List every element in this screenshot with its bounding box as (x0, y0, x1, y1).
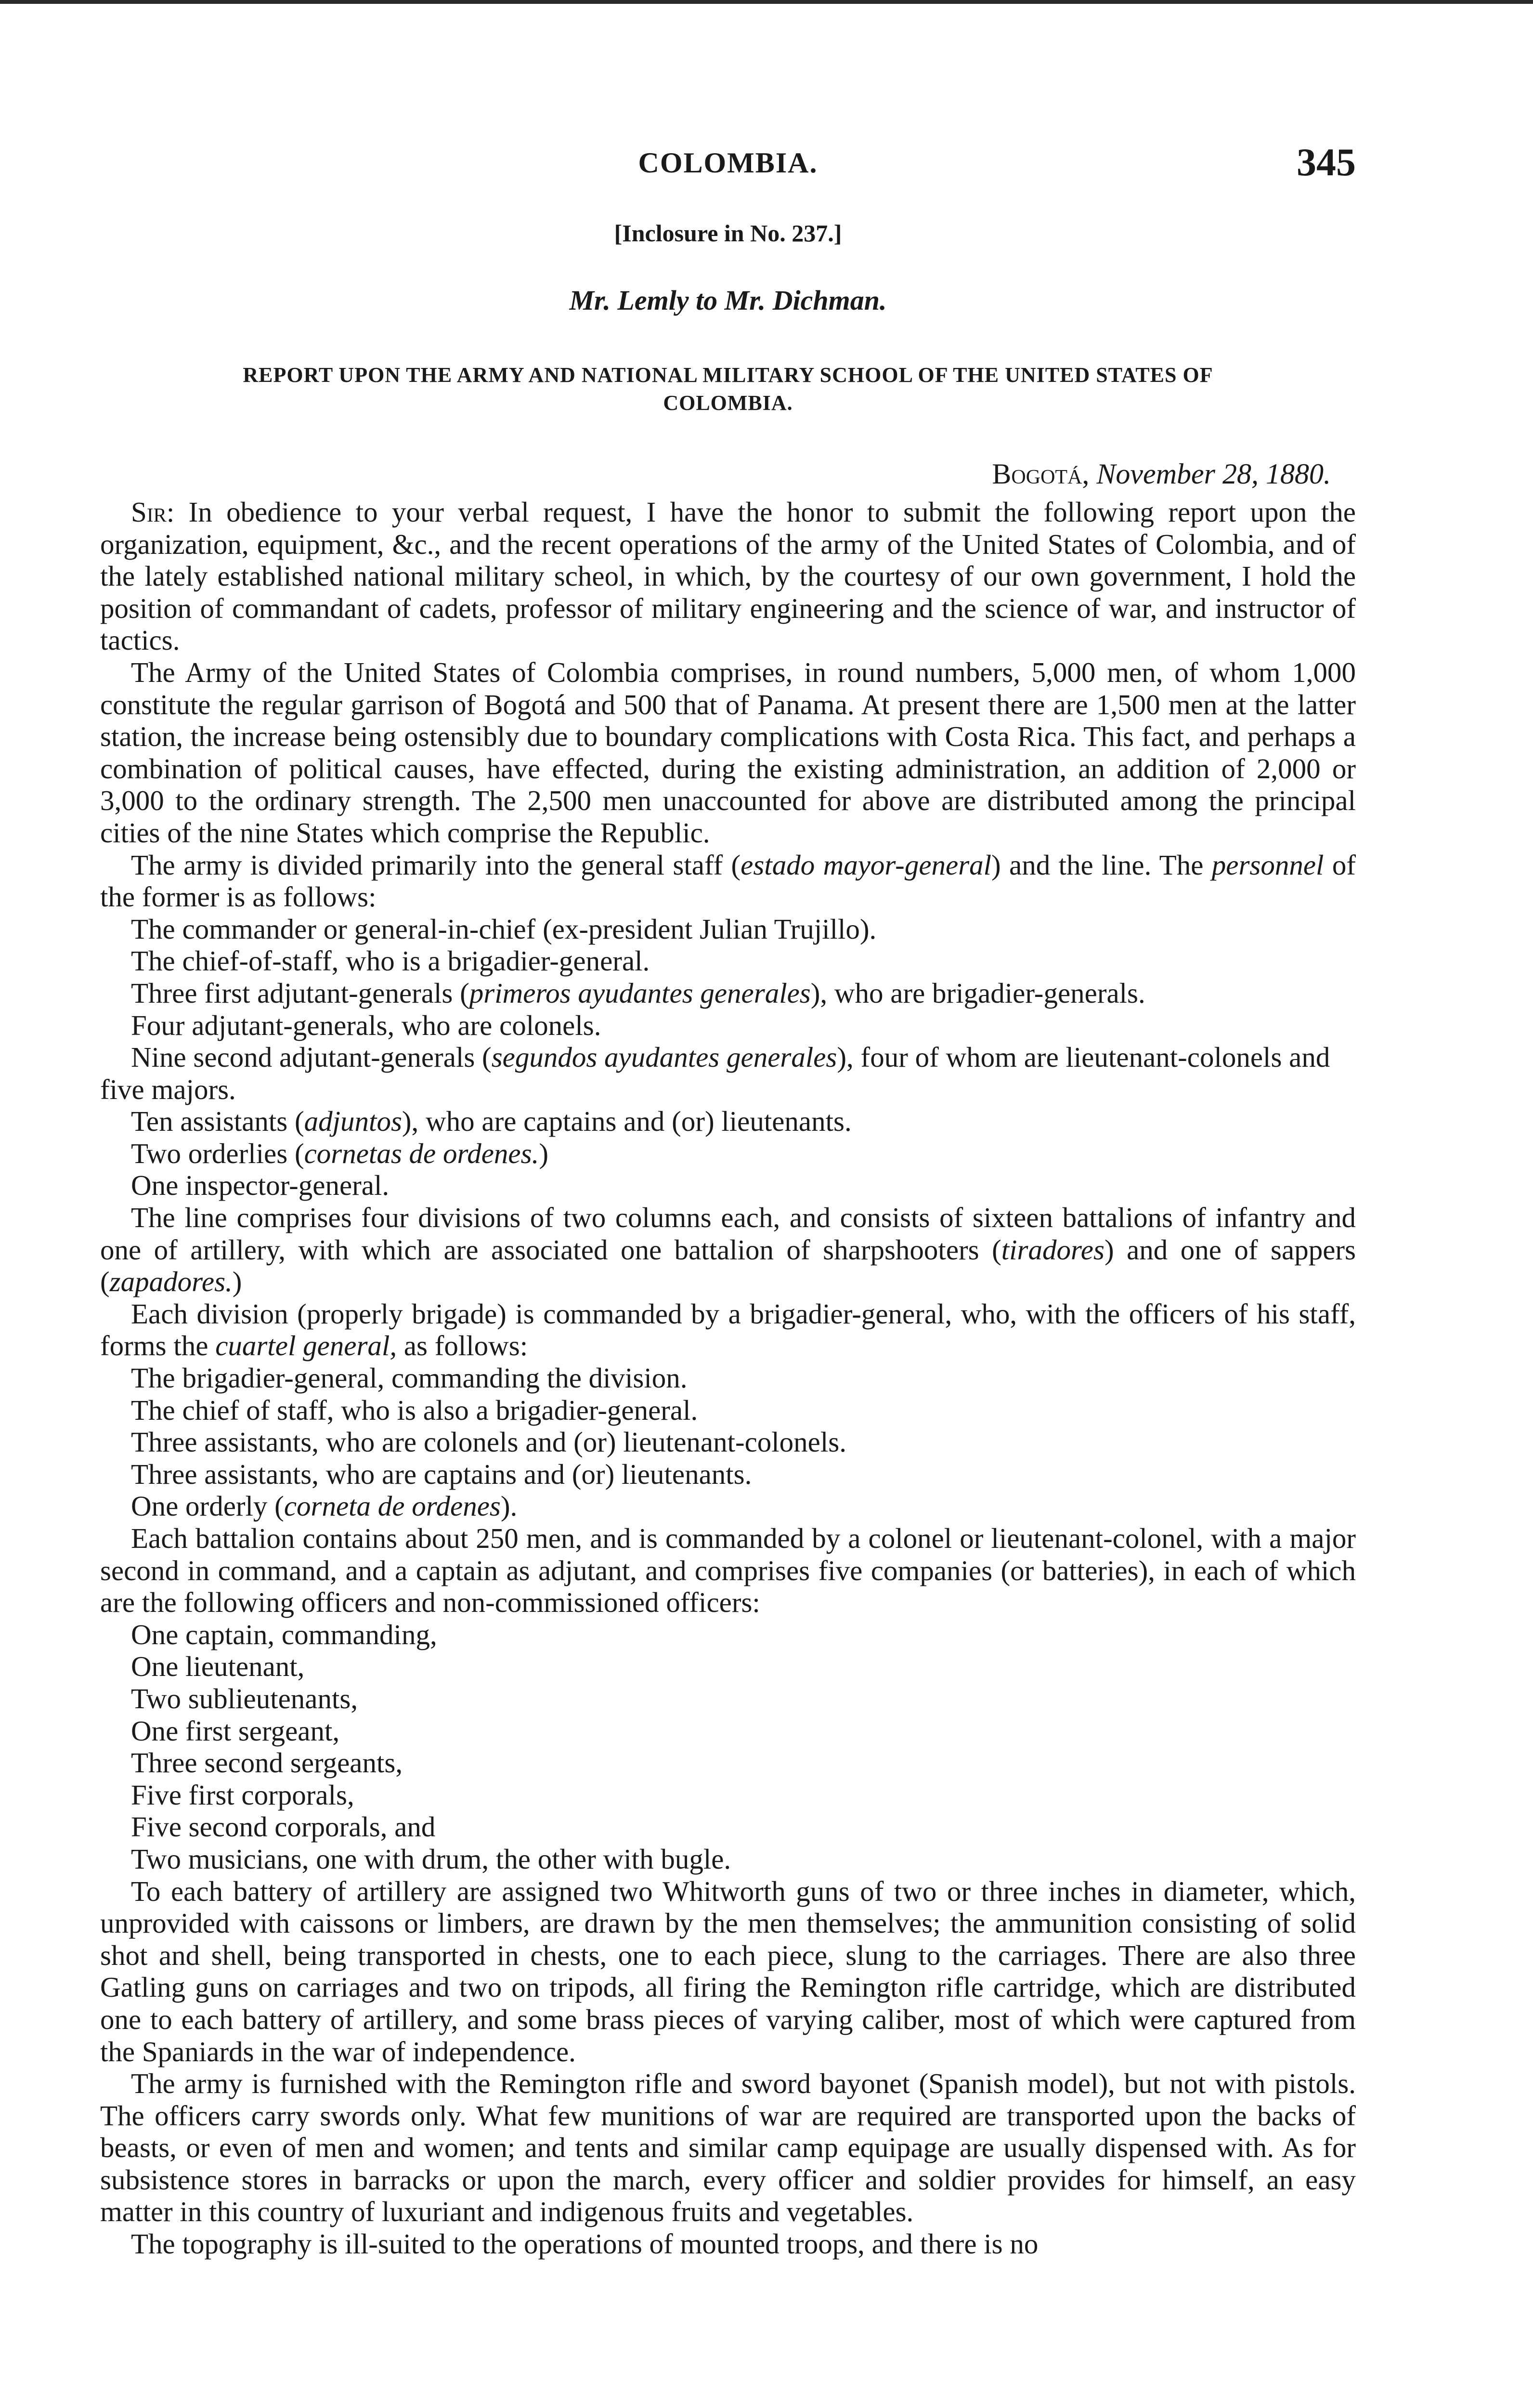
text-run: ), four of whom are lieutenant-colonels and five majors. (100, 1041, 1330, 1105)
report-title (100, 361, 1356, 417)
report-title-line-2: COLOMBIA. (663, 391, 793, 415)
italic-term: estado mayor-general (741, 849, 992, 881)
italic-term: cuartel general, (215, 1330, 397, 1362)
company-item: One lieutenant, (131, 1650, 305, 1683)
staff-item: Four adjutant-generals, who are colonels. (131, 1009, 601, 1041)
dateline-date: November 28, 1880. (1096, 458, 1331, 490)
division-item (100, 1490, 1356, 1522)
report-title-line-1: REPORT UPON THE ARMY AND NATIONAL MILITARY SCHOOL OF THE UNITED STATES OF (243, 363, 1213, 387)
text-run: ) and one of sappers ( (100, 1233, 1356, 1298)
italic-term: personnel (1211, 849, 1324, 881)
text-run: One orderly ( (131, 1490, 284, 1522)
paragraph-line-composition (100, 1202, 1356, 1298)
italic-term: cornetas de ordenes. (304, 1137, 539, 1169)
text-run: ). (500, 1490, 518, 1522)
italic-term: primeros ayudantes generales (469, 977, 811, 1009)
dateline-place: Bogotá, (992, 458, 1090, 490)
italic-term: adjuntos (304, 1105, 402, 1138)
company-item: Five first corporals, (131, 1779, 354, 1811)
company-item: Two musicians, one with drum, the other with bugle. (131, 1843, 731, 1875)
text-run: Three first adjutant-generals ( (131, 977, 469, 1009)
text-run: Ten assistants ( (131, 1105, 304, 1138)
staff-item (100, 1041, 1356, 1105)
page-top-border (0, 0, 1533, 4)
paragraph-salutation (100, 496, 1356, 656)
text-run: of the former is as follows: (100, 849, 1356, 913)
salutation: Sir: (131, 496, 175, 528)
paragraph-text: In obedience to your verbal request, I have the honor to submit the following report upon the organization, equipment, &c., and the recent operations of the army of the United States of Colombia, and of the lately established national military scheol, in which, by the courtesy of our own government, I hold the position of commandant of cadets, professor of military engineering and the science of war, and instructor of tactics. (100, 496, 1356, 656)
text-run: ) (539, 1137, 548, 1169)
italic-term: corneta de ordenes (284, 1490, 501, 1522)
paragraph-topography: The topography is ill-suited to the operations of mounted troops, and there is no (131, 2228, 1039, 2260)
paragraph-armament: The army is furnished with the Remington rifle and sword bayonet (Spanish model), but not with pistols. The officers carry swords only. What few munitions of war are required are transported upon the backs of beasts, or even of men and women; and tents and similar camp equipage are usually dispensed with. As for subsistence stores in barracks or upon the march, every officer and soldier provides for himself, an easy matter in this country of luxuriant and indigenous fruits and vegetables. (100, 2068, 1356, 2228)
text-run: ), who are captains and (or) lieutenants. (402, 1105, 852, 1138)
italic-term: zapadores. (109, 1266, 233, 1298)
text-run: Nine second adjutant-generals ( (131, 1041, 492, 1073)
text-run: Two orderlies ( (131, 1137, 304, 1169)
company-item: One first sergeant, (131, 1714, 340, 1747)
staff-item: One inspector-general. (131, 1169, 390, 1202)
staff-item: The commander or general-in-chief (ex-president Julian Trujillo). (131, 913, 877, 945)
division-item: The chief of staff, who is also a brigadier-general. (131, 1394, 698, 1426)
staff-item: The chief-of-staff, who is a brigadier-general. (131, 945, 650, 977)
staff-item (100, 977, 1356, 1009)
paragraph-division-command (100, 1298, 1356, 1362)
company-item: Five second corporals, and (131, 1811, 436, 1843)
paragraph-army-strength: The Army of the United States of Colombia comprises, in round numbers, 5,000 men, of whom 1,000 constitute the regular garrison of Bogotá and 500 that of Panama. At present there are 1,500 men at the latter station, the increase being ostensibly due to boundary complications with Costa Rica. This fact, and perhaps a combination of political causes, have effected, during the existing administration, an addition of 2,000 or 3,000 to the ordinary strength. The 2,500 men unaccounted for above are distributed among the principal cities of the nine States which comprise the Republic. (100, 656, 1356, 849)
staff-item (100, 1105, 1356, 1138)
division-item: Three assistants, who are colonels and (or) lieutenant-colonels. (131, 1426, 846, 1458)
italic-term: tiradores (1001, 1233, 1104, 1266)
text-run: Each division (properly brigade) is commanded by a brigadier-general, who, with the officers of his staff, forms the (100, 1297, 1356, 1362)
running-head (100, 140, 1356, 188)
company-item: One captain, commanding, (131, 1618, 437, 1650)
division-item: The brigadier-general, commanding the division. (131, 1362, 688, 1394)
author-line: Mr. Lemly to Mr. Dichman. (569, 285, 887, 316)
text-run: ) and the line. The (991, 849, 1212, 881)
text-run: as follows: (397, 1330, 528, 1362)
text-run: ) (232, 1266, 242, 1298)
text-run: The army is divided primarily into the general staff ( (131, 849, 741, 881)
paragraph-battalion: Each battalion contains about 250 men, and is commanded by a colonel or lieutenant-colonel, with a major second in command, and a captain as adjutant, and comprises five companies (or batteries), in each of which are the following officers and non-commissioned officers: (100, 1522, 1356, 1619)
company-item: Three second sergeants, (131, 1747, 403, 1779)
dateline (992, 458, 1331, 491)
text-run: ), who are brigadier-generals. (810, 977, 1145, 1009)
company-item: Two sublieutenants, (131, 1682, 358, 1714)
division-item: Three assistants, who are captains and (or) lieutenants. (131, 1458, 752, 1490)
running-head-title: COLOMBIA. (638, 147, 818, 179)
italic-term: segundos ayudantes generales (491, 1041, 837, 1073)
staff-item (100, 1138, 1356, 1170)
paragraph-divisions (100, 849, 1356, 913)
paragraph-artillery: To each battery of artillery are assigned two Whitworth guns of two or three inches in diameter, which, unprovided with caissons or limbers, are drawn by the men themselves; the ammunition consisting of solid shot and shell, being transported in chests, one to each piece, slung to the carriages. There are also three Gatling guns on carriages and two on tripods, all firing the Remington rifle cartridge, which are distributed one to each battery of artillery, and some brass pieces of varying caliber, most of which were captured from the Spaniards in the war of independence. (100, 1875, 1356, 2068)
report-body (100, 496, 1356, 2260)
text-run: The line comprises four divisions of two columns each, and consists of sixteen battalions of infantry and one of artillery, with which are associated one battalion of sharpshooters ( (100, 1202, 1356, 1266)
page-number: 345 (1297, 140, 1356, 184)
inclosure-note: [Inclosure in No. 237.] (614, 220, 842, 247)
